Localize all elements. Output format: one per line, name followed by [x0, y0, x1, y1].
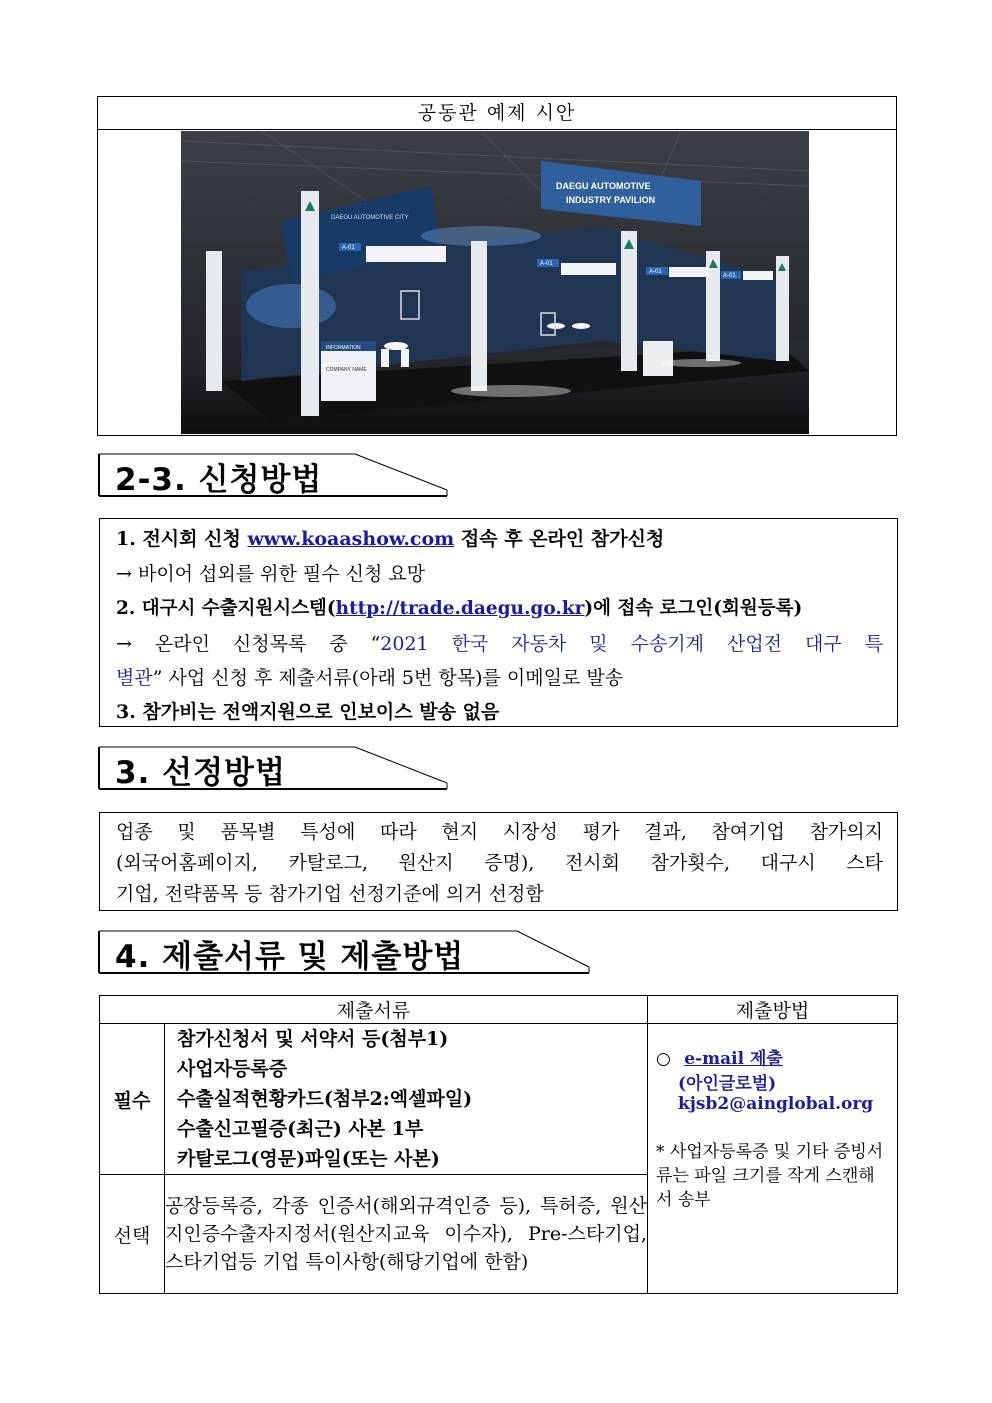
booth-sign-left: DAEGU AUTOMOTIVE CITY	[331, 215, 409, 221]
list-item: 수출신고필증(최근) 사본 1부	[177, 1118, 424, 1140]
section-title: 4. 제출서류 및 제출방법	[115, 939, 465, 975]
section-title: 3. 선정방법	[115, 755, 286, 791]
col-header-docs: 제출서류	[100, 996, 648, 1024]
method-email	[656, 1044, 889, 1069]
selection-text-line1: 업종 및 품목별 특성에 따라 현지 시장성 평가 결과, 참여기업 참가의지	[116, 821, 883, 843]
application-step-2-note-line1: → 온라인 신청목록 중 “2021 한국 자동차 및 수송기계 산업전 대구 특	[116, 633, 884, 655]
trade-daegu-link[interactable]: http://trade.daegu.go.kr	[335, 598, 585, 619]
application-method-box	[99, 518, 898, 727]
section-title: 2-3. 신청방법	[115, 462, 323, 498]
application-step-1: 1. 전시회 신청 www.koaashow.com 접속 후 온라인 참가신청	[116, 528, 665, 550]
application-step-2: 2. 대구시 수출지원시스템(http://trade.daegu.go.kr)에 접속 로그인(회원등록)	[116, 598, 803, 619]
table-row-required	[100, 1024, 898, 1175]
svg-text:A-01: A-01	[649, 269, 662, 275]
submission-method-cell	[648, 1024, 898, 1294]
svg-text:INDUSTRY PAVILION: INDUSTRY PAVILION	[566, 195, 656, 205]
selection-method-box	[99, 812, 898, 911]
application-step-1-note: → 바이어 섭외를 위한 필수 신청 요망	[116, 563, 426, 585]
svg-text:A-01: A-01	[342, 245, 355, 251]
koaashow-link[interactable]: www.koaashow.com	[247, 528, 455, 550]
optional-label: 선택	[100, 1175, 165, 1294]
list-item: 사업자등록증	[177, 1058, 288, 1080]
required-docs-list	[165, 1024, 648, 1175]
documents-table	[99, 995, 898, 1294]
booth-illustration	[181, 131, 809, 434]
svg-text:A-01: A-01	[540, 261, 553, 267]
svg-text:A-01: A-01	[723, 273, 736, 279]
bullet-icon: ○	[656, 1049, 671, 1069]
email-submit-label: e-mail 제출	[684, 1049, 783, 1069]
list-item: 수출실적현황카드(첨부2:엑셀파일)	[177, 1088, 473, 1110]
list-item: 카탈로그(영문)파일(또는 사본)	[177, 1148, 440, 1170]
application-step-2-note-line2: 별관” 사업 신청 후 제출서류(아래 5번 항목)를 이메일로 발송	[116, 667, 624, 689]
company-name-label: COMPANY NAME	[326, 367, 367, 373]
program-name: 2021 한국 자동차 및 수송기계 산업전 대구 특	[380, 633, 884, 655]
selection-text-line3: 기업, 전략품목 등 참가기업 선정기준에 의거 선정함	[116, 883, 544, 905]
booth-image-box	[97, 96, 897, 436]
method-company: (아인글로벌)	[678, 1074, 777, 1094]
booth-sign-text: DAEGU AUTOMOTIVE	[556, 181, 651, 191]
info-label: INFORMATION	[326, 345, 361, 351]
table-header-row	[100, 996, 898, 1024]
col-header-method: 제출방법	[648, 996, 898, 1024]
method-email-address[interactable]: kjsb2@ainglobal.org	[678, 1094, 874, 1114]
selection-text-line2: (외국어홈페이지, 카탈로그, 원산지 증명), 전시회 참가횟수, 대구시 스타	[116, 852, 883, 874]
application-step-3: 3. 참가비는 전액지원으로 인보이스 발송 없음	[116, 701, 500, 723]
optional-docs-text: 공장등록증, 각종 인증서(해외규격인증 등), 특허증, 원산지인증수출자지정서(원산지교육 이수자), Pre-스타기업, 스타기업등 기업 특이사항(해당기업에 한함)	[165, 1175, 648, 1294]
required-label: 필수	[100, 1024, 165, 1175]
booth-rendering-image	[181, 131, 809, 434]
section-heading-3	[97, 745, 449, 791]
section-heading-4	[97, 929, 591, 975]
section-heading-2-3	[97, 452, 449, 498]
method-note: * 사업자등록증 및 기타 증빙서류는 파일 크기를 작게 스캔해서 송부	[656, 1142, 884, 1210]
list-item: 참가신청서 및 서약서 등(첨부1)	[177, 1028, 449, 1050]
image-caption: 공동관 예제 시안	[98, 97, 896, 130]
